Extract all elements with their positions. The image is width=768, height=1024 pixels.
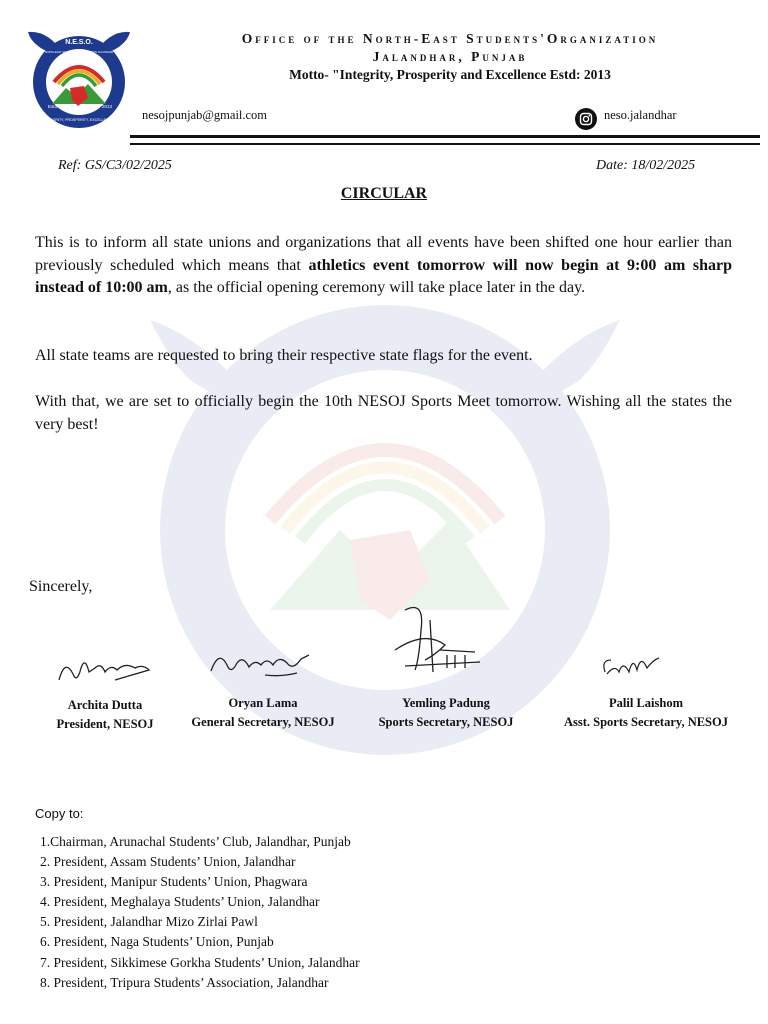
signatory-name: Oryan Lama: [228, 696, 298, 710]
instagram-icon: [575, 108, 597, 130]
list-item: 4. President, Meghalaya Students’ Union, Jalandhar: [40, 894, 320, 910]
logo-year: 2013: [102, 104, 113, 109]
closing-salutation: Sincerely,: [29, 578, 93, 595]
letter-date: Date: 18/02/2025: [596, 158, 696, 173]
signatory-title: President, NESOJ: [56, 717, 154, 731]
copy-to-heading: Copy to:: [35, 806, 84, 821]
logo-estd: Estd.: [48, 104, 59, 109]
signatory-4: [540, 694, 752, 732]
signatory-title: Sports Secretary, NESOJ: [378, 715, 514, 729]
signatory-2: [172, 694, 354, 732]
signatory-title: Asst. Sports Secretary, NESOJ: [563, 715, 728, 729]
list-item: 8. President, Tripura Students’ Association, Jalandhar: [40, 974, 329, 990]
logo-motto: INTEGRITY, PROSPERITY, EXCELLENCE: [44, 118, 114, 122]
signatory-3: [358, 694, 534, 732]
reference-number: Ref: GS/C3/02/2025: [58, 158, 172, 173]
org-motto: Motto- "Integrity, Prosperity and Excellence Estd: 2013: [289, 67, 611, 82]
body-paragraph-2: All state teams are requested to bring their respective state flags for the event.: [35, 347, 533, 364]
org-title: Office of the North-East Students'Organization: [241, 31, 659, 46]
circular-heading: CIRCULAR: [340, 185, 428, 202]
logo-ring-text: NORTH-EAST STUDENTS' ORGANIZATION JALANDHAR: [44, 51, 114, 54]
signature-yemling-padung: [385, 600, 485, 680]
signatory-1: [40, 696, 170, 734]
signature-archita-dutta: [55, 650, 155, 690]
instagram-handle[interactable]: neso.jalandhar: [604, 108, 677, 122]
email-address[interactable]: nesojpunjab@gmail.com: [142, 108, 268, 122]
list-item: 1.Chairman, Arunachal Students’ Club, Jalandhar, Punjab: [40, 834, 351, 849]
list-item: 6. President, Naga Students’ Union, Punjab: [40, 934, 274, 950]
list-item: 7. President, Sikkimese Gorkha Students’ Union, Jalandhar: [40, 954, 360, 970]
org-subtitle: Jalandhar, Punjab: [372, 49, 528, 64]
body-paragraph-3: With that, we are set to officially begin the 10th NESOJ Sports Meet tomorrow. Wishing all the states the very best!: [35, 393, 732, 433]
header-rule-thin: [130, 143, 760, 145]
signatory-name: Yemling Padung: [402, 696, 490, 710]
list-item: 2. President, Assam Students’ Union, Jalandhar: [40, 854, 296, 870]
list-item: 5. President, Jalandhar Mizo Zirlai Pawl: [40, 914, 258, 930]
list-item: 3. President, Manipur Students’ Union, Phagwara: [40, 874, 308, 890]
body-paragraph-1: [35, 232, 732, 300]
signatory-name: Archita Dutta: [67, 698, 143, 712]
signature-palil-laishom: [595, 650, 665, 685]
neso-logo: [26, 24, 132, 132]
logo-initials: N.E.S.O.: [65, 39, 93, 46]
signatory-name: Palil Laishom: [609, 696, 683, 710]
para1-bold-text: athletics event tomorrow will now begin at 9:00 am sharp instead of 10:00 am: [35, 256, 732, 296]
para1-text-b: , as the official opening ceremony will take place later in the day.: [167, 279, 586, 296]
para1-text-a: This is to inform all state unions and organizations that all events have been shifted one hour earlier than previously scheduled which means that: [35, 234, 732, 274]
signatory-title: General Secretary, NESOJ: [191, 715, 335, 729]
header-rule-thick: [130, 135, 760, 138]
copy-to-list: [40, 832, 360, 993]
signature-oryan-lama: [205, 645, 315, 685]
